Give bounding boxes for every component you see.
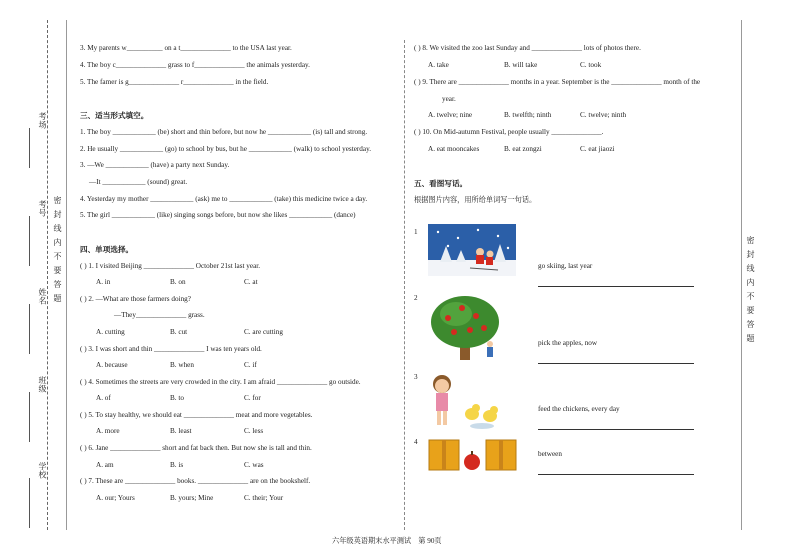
name-label: 姓名 — [38, 288, 47, 305]
mc-question-6: ( ) 6. Jane ______________ short and fat back then. But now she is tall and thin. — [80, 444, 312, 452]
picture-1-hint: go skiing, last year — [538, 262, 593, 270]
mc-1-option-a[interactable]: A. in — [96, 278, 111, 286]
mc-question-7: ( ) 7. These are ______________ books. ______________ are on the bookshelf. — [80, 477, 311, 485]
mc-question-2b: —They______________ grass. — [114, 311, 205, 319]
mc-question-9: ( ) 9. There are ______________ months in a year. September is the ______________ month of the — [414, 78, 701, 86]
mc-question-8: ( ) 8. We visited the zoo last Sunday and ______________ lots of photos there. — [414, 44, 641, 52]
exam-room-label: 考场 — [38, 112, 47, 129]
mc-1-option-c[interactable]: C. at — [244, 278, 258, 286]
mc-2-option-c[interactable]: C. are cutting — [244, 328, 283, 336]
mc-6-option-b[interactable]: B. is — [170, 461, 184, 469]
exam-room-line — [29, 128, 30, 168]
mc-4-option-b[interactable]: B. to — [170, 394, 184, 402]
class-line — [29, 392, 30, 442]
mc-8-option-c[interactable]: C. took — [580, 61, 602, 69]
mc-6-option-a[interactable]: A. am — [96, 461, 114, 469]
seal-border-line — [66, 20, 67, 530]
section3-item-2: 2. He usually ____________ (go) to school by bus, but he ____________ (walk) to school yesterday. — [80, 145, 371, 153]
mc-9-option-c[interactable]: C. twelve; ninth — [580, 111, 627, 119]
section5-title: 五、看图写话。 — [414, 179, 468, 188]
exam-number-line — [29, 216, 30, 266]
picture-2-number: 2 — [414, 294, 418, 302]
section4-title: 四、单项选择。 — [80, 245, 134, 254]
mc-question-4: ( ) 4. Sometimes the streets are very crowded in the city. I am afraid ______________ go outside. — [80, 378, 361, 386]
name-line — [29, 304, 30, 354]
school-line — [29, 478, 30, 528]
fill-item-4: 4. The boy c______________ grass to f______________ the animals yesterday. — [80, 61, 310, 69]
seal-warning-text: 密封线内不要答题 — [53, 196, 62, 308]
mc-7-option-a[interactable]: A. our; Yours — [96, 494, 135, 502]
mc-question-2: ( ) 2. —What are those farmers doing? — [80, 295, 191, 303]
binding-margin — [0, 0, 78, 550]
mc-10-option-a[interactable]: A. eat mooncakes — [428, 145, 480, 153]
picture-2-hint: pick the apples, now — [538, 339, 598, 347]
picture-1-number: 1 — [414, 228, 418, 236]
mc-2-option-b[interactable]: B. cut — [170, 328, 188, 336]
mc-8-option-a[interactable]: A. take — [428, 61, 449, 69]
section3-item-3b: —It ____________ (sound) great. — [89, 178, 188, 186]
mc-3-option-b[interactable]: B. when — [170, 361, 194, 369]
picture-4-number: 4 — [414, 438, 418, 446]
mc-3-option-c[interactable]: C. if — [244, 361, 257, 369]
picture-3-number: 3 — [414, 373, 418, 381]
seal-cut-line — [47, 20, 48, 530]
column-divider — [404, 40, 405, 530]
boxes-apple-picture — [428, 436, 520, 472]
section5-description: 根据图片内容，用所给单词写一句话。 — [414, 196, 537, 204]
mc-8-option-b[interactable]: B. will take — [504, 61, 538, 69]
skiing-picture — [428, 224, 516, 276]
picture-1-answer-line[interactable] — [538, 285, 694, 287]
mc-5-option-c[interactable]: C. less — [244, 427, 264, 435]
mc-question-10: ( ) 10. On Mid-autumn Festival, people usually ______________. — [414, 128, 604, 136]
mc-question-3: ( ) 3. I was short and thin ______________ I was ten years old. — [80, 345, 262, 353]
mc-7-option-b[interactable]: B. yours; Mine — [170, 494, 214, 502]
section3-item-1: 1. The boy ____________ (be) short and thin before, but now he ____________ (is) tall and strong. — [80, 128, 368, 136]
class-label: 班级 — [38, 376, 47, 393]
fill-item-3: 3. My parents w__________ on a t______________ to the USA last year. — [80, 44, 292, 52]
section3-item-3: 3. —We ____________ (have) a party next Sunday. — [80, 161, 230, 169]
section3-item-5: 5. The girl ____________ (like) singing songs before, but now she likes ____________ (dance) — [80, 211, 356, 219]
mc-question-1: ( ) 1. I visited Beijing ______________ October 21st last year. — [80, 262, 261, 270]
picture-3-hint: feed the chickens, every day — [538, 405, 620, 413]
mc-6-option-c[interactable]: C. was — [244, 461, 264, 469]
feeding-chickens-picture — [428, 372, 508, 436]
mc-10-option-c[interactable]: C. eat jiaozi — [580, 145, 615, 153]
mc-5-option-a[interactable]: A. more — [96, 427, 120, 435]
mc-5-option-b[interactable]: B. least — [170, 427, 192, 435]
mc-1-option-b[interactable]: B. on — [170, 278, 186, 286]
picture-4-hint: between — [538, 450, 562, 458]
mc-4-option-c[interactable]: C. for — [244, 394, 261, 402]
section3-item-4: 4. Yesterday my mother ____________ (ask) me to ____________ (take) this medicine twice a day. — [80, 195, 368, 203]
page-footer: 六年级英语期末水平测试 第 90页 — [332, 537, 442, 545]
fill-item-5: 5. The famer is g______________ r______________ in the field. — [80, 78, 269, 86]
section3-title: 三、适当形式填空。 — [80, 111, 149, 120]
right-seal-line — [741, 20, 742, 530]
mc-9-option-b[interactable]: B. twelfth; ninth — [504, 111, 552, 119]
exam-number-label: 考号 — [38, 200, 47, 217]
mc-10-option-b[interactable]: B. eat zongzi — [504, 145, 542, 153]
mc-2-option-a[interactable]: A. cutting — [96, 328, 125, 336]
mc-3-option-a[interactable]: A. because — [96, 361, 128, 369]
mc-9-option-a[interactable]: A. twelve; nine — [428, 111, 473, 119]
right-seal-warning-text: 密封线内不要答题 — [746, 236, 755, 348]
mc-question-9b: year. — [442, 95, 456, 103]
mc-7-option-c[interactable]: C. their; Your — [244, 494, 284, 502]
picture-2-answer-line[interactable] — [538, 362, 694, 364]
picture-3-answer-line[interactable] — [538, 428, 694, 430]
school-label: 学校 — [38, 462, 47, 479]
mc-question-5: ( ) 5. To stay healthy, we should eat ______________ meat and more vegetables. — [80, 411, 313, 419]
picture-4-answer-line[interactable] — [538, 473, 694, 475]
apple-tree-picture — [428, 294, 508, 362]
mc-4-option-a[interactable]: A. of — [96, 394, 111, 402]
